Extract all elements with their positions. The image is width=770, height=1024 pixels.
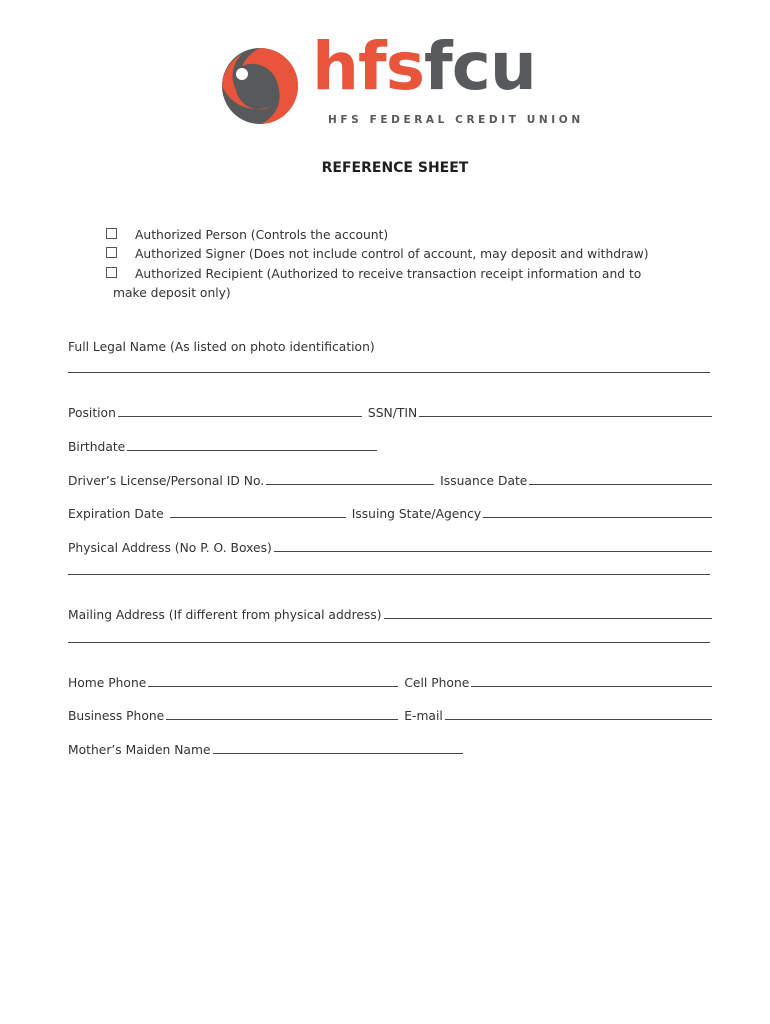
physical-address-line2[interactable] bbox=[68, 574, 710, 575]
logo-subtitle: HFS FEDERAL CREDIT UNION bbox=[328, 114, 584, 126]
maiden-name-label: Mother’s Maiden Name bbox=[68, 743, 211, 757]
email-field[interactable] bbox=[445, 719, 712, 720]
birthdate-row bbox=[68, 440, 712, 454]
checkbox-signer[interactable] bbox=[106, 247, 117, 258]
mailing-address-label: Mailing Address (If different from physical address) bbox=[68, 608, 382, 622]
mailing-address-line2[interactable] bbox=[68, 642, 710, 643]
position-row bbox=[68, 406, 712, 420]
hfsfcu-logo bbox=[220, 28, 584, 130]
expiration-label: Expiration Date bbox=[68, 507, 164, 521]
business-phone-field[interactable] bbox=[166, 719, 398, 720]
physical-address-row bbox=[68, 541, 712, 555]
option-label: Authorized Person (Controls the account) bbox=[135, 228, 389, 242]
license-row bbox=[68, 474, 712, 488]
home-phone-label: Home Phone bbox=[68, 676, 147, 690]
issuance-field[interactable] bbox=[529, 484, 712, 485]
expiration-row bbox=[68, 507, 712, 521]
page-title: REFERENCE SHEET bbox=[321, 160, 469, 176]
cell-phone-field[interactable] bbox=[471, 686, 712, 687]
option-label: Authorized Signer (Does not include control of account, may deposit and withdraw) bbox=[135, 247, 649, 261]
option-authorized-recipient[interactable] bbox=[106, 267, 641, 281]
expiration-field[interactable] bbox=[170, 517, 346, 518]
option-label: Authorized Recipient (Authorized to receive transaction receipt information and to bbox=[135, 267, 642, 281]
logo-wordmark: hfsfcu bbox=[312, 28, 536, 105]
maiden-name-row bbox=[68, 743, 712, 757]
full-name-field[interactable] bbox=[68, 372, 710, 373]
cell-phone-label: Cell Phone bbox=[404, 676, 470, 690]
option-continuation: make deposit only) bbox=[113, 286, 231, 300]
maiden-name-field[interactable] bbox=[213, 753, 463, 754]
position-field[interactable] bbox=[118, 416, 362, 417]
phone-row bbox=[68, 676, 712, 690]
business-phone-label: Business Phone bbox=[68, 709, 165, 723]
option-authorized-signer[interactable] bbox=[106, 247, 649, 261]
issuing-field[interactable] bbox=[483, 517, 712, 518]
mailing-address-line2-row bbox=[68, 642, 712, 646]
full-name-label-row bbox=[68, 340, 712, 354]
option-authorized-person[interactable] bbox=[106, 228, 388, 242]
mailing-address-row bbox=[68, 608, 712, 622]
email-label: E-mail bbox=[404, 709, 443, 723]
license-label: Driver’s License/Personal ID No. bbox=[68, 474, 265, 488]
license-field[interactable] bbox=[266, 484, 434, 485]
business-row bbox=[68, 709, 712, 723]
physical-address-line2-row bbox=[68, 574, 712, 578]
mailing-address-field[interactable] bbox=[384, 618, 712, 619]
home-phone-field[interactable] bbox=[148, 686, 398, 687]
logo-swirl-icon bbox=[220, 46, 300, 126]
full-name-label: Full Legal Name (As listed on photo identification) bbox=[68, 340, 375, 354]
full-name-row bbox=[68, 372, 712, 376]
birthdate-field[interactable] bbox=[127, 450, 377, 451]
birthdate-label: Birthdate bbox=[68, 440, 126, 454]
issuing-label: Issuing State/Agency bbox=[351, 507, 482, 521]
checkbox-recipient[interactable] bbox=[106, 267, 117, 278]
physical-address-label: Physical Address (No P. O. Boxes) bbox=[68, 541, 272, 555]
position-label: Position bbox=[68, 406, 116, 420]
ssn-label: SSN/TIN bbox=[367, 406, 418, 420]
physical-address-field[interactable] bbox=[274, 551, 712, 552]
checkbox-person[interactable] bbox=[106, 228, 117, 239]
issuance-label: Issuance Date bbox=[440, 474, 528, 488]
ssn-field[interactable] bbox=[419, 416, 712, 417]
